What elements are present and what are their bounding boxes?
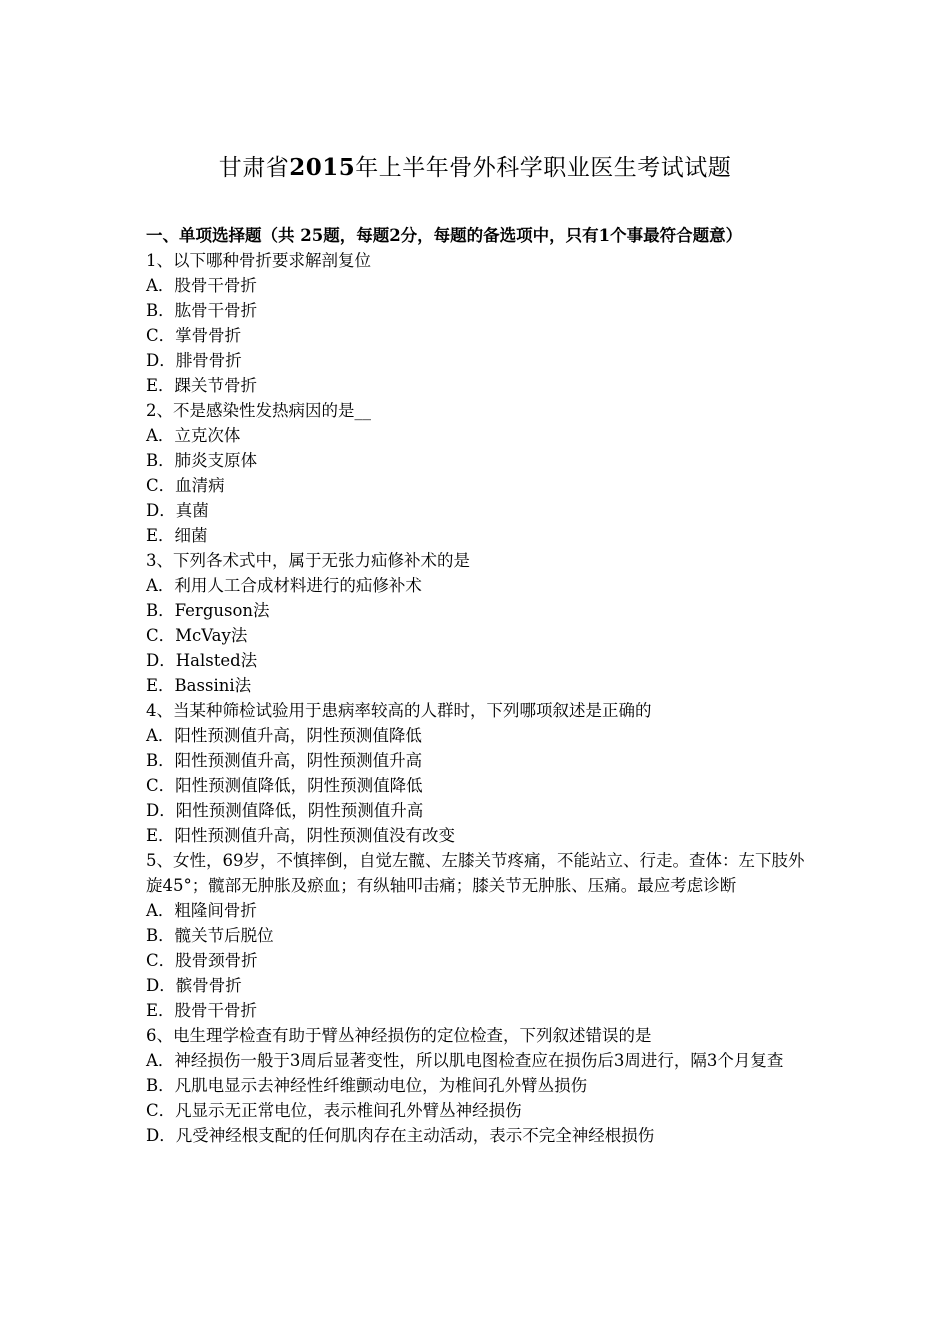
answer-option: C．McVay法 <box>146 626 248 645</box>
question-stem: 1、以下哪种骨折要求解剖复位 <box>146 251 371 270</box>
question-stem: 5、女性，69岁，不慎摔倒，自觉左髋、左膝关节疼痛，不能站立、行走。查体：左下肢外旋45°；髋部无肿胀及瘀血；有纵轴叩击痛；膝关节无肿胀、压痛。最应考虑诊断 <box>146 851 805 895</box>
question-stem: 4、当某种筛检试验用于患病率较高的人群时，下列哪项叙述是正确的 <box>146 701 652 720</box>
title-suffix: 年上半年骨外科学职业医生考试试题 <box>355 155 732 181</box>
question-item <box>146 698 818 848</box>
question-item <box>146 248 818 398</box>
answer-option: A．神经损伤一般于3周后显著变性，所以肌电图检查应在损伤后3周进行，隔3个月复查 <box>146 1051 784 1070</box>
question-item <box>146 1023 818 1148</box>
answer-option: E．细菌 <box>146 526 208 545</box>
answer-option: D．髌骨骨折 <box>146 976 242 995</box>
answer-option: B．肺炎支原体 <box>146 451 258 470</box>
question-item <box>146 398 818 548</box>
question-item <box>146 548 818 698</box>
answer-option: D．阳性预测值降低，阴性预测值升高 <box>146 801 424 820</box>
question-stem: 2、不是感染性发热病因的是__ <box>146 401 371 420</box>
answer-option: C．阳性预测值降低，阴性预测值降低 <box>146 776 423 795</box>
answer-option: B．肱骨干骨折 <box>146 301 258 320</box>
answer-option: C．掌骨骨折 <box>146 326 242 345</box>
answer-option: E．股骨干骨折 <box>146 1001 258 1020</box>
page-title <box>0 152 950 184</box>
title-prefix: 甘肃省 <box>218 155 290 181</box>
answer-option: C．凡显示无正常电位，表示椎间孔外臂丛神经损伤 <box>146 1101 522 1120</box>
title-year: 2015 <box>289 154 356 181</box>
answer-option: A．利用人工合成材料进行的疝修补术 <box>146 576 422 595</box>
question-list <box>146 248 818 1148</box>
answer-option: D．Halsted法 <box>146 651 258 670</box>
document-body <box>146 223 818 1148</box>
answer-option: B．阳性预测值升高，阴性预测值升高 <box>146 751 423 770</box>
answer-option: B．髋关节后脱位 <box>146 926 274 945</box>
answer-option: E．踝关节骨折 <box>146 376 258 395</box>
question-stem: 3、下列各术式中，属于无张力疝修补术的是 <box>146 551 470 570</box>
question-stem: 6、电生理学检查有助于臂丛神经损伤的定位检查，下列叙述错误的是 <box>146 1026 652 1045</box>
section-heading: 一、单项选择题（共 25题，每题2分，每题的备选项中，只有1个事最符合题意） <box>146 226 743 245</box>
answer-option: D．真菌 <box>146 501 209 520</box>
answer-option: B．Ferguson法 <box>146 601 270 620</box>
answer-option: C．股骨颈骨折 <box>146 951 258 970</box>
answer-option: B．凡肌电显示去神经性纤维颤动电位，为椎间孔外臂丛损伤 <box>146 1076 588 1095</box>
answer-option: D．腓骨骨折 <box>146 351 242 370</box>
answer-option: C．血清病 <box>146 476 225 495</box>
answer-option: D．凡受神经根支配的任何肌肉存在主动活动，表示不完全神经根损伤 <box>146 1126 655 1145</box>
answer-option: A．阳性预测值升高，阴性预测值降低 <box>146 726 422 745</box>
answer-option: E．Bassini法 <box>146 676 252 695</box>
answer-option: A．股骨干骨折 <box>146 276 257 295</box>
answer-option: A．立克次体 <box>146 426 241 445</box>
question-item <box>146 848 818 1023</box>
answer-option: A．粗隆间骨折 <box>146 901 257 920</box>
answer-option: E．阳性预测值升高，阴性预测值没有改变 <box>146 826 456 845</box>
